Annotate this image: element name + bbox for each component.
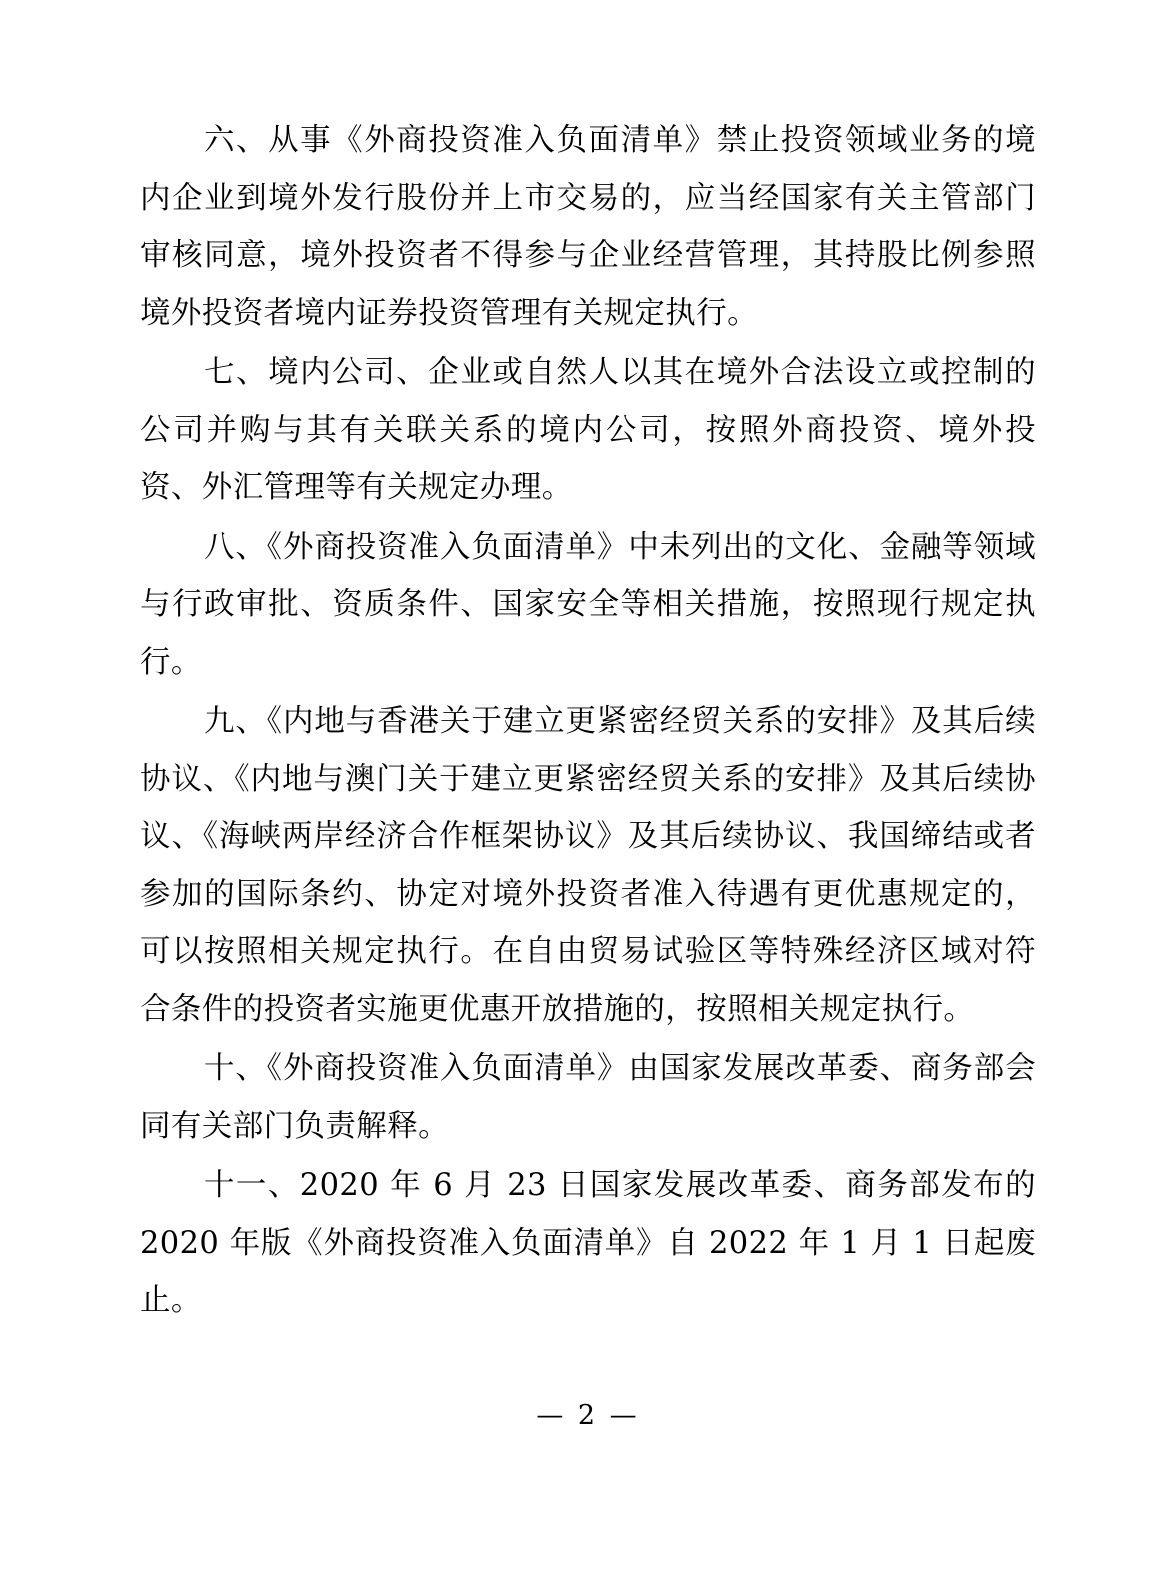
paragraph-11: 十一、2020 年 6 月 23 日国家发展改革委、商务部发布的 2020 年版《外商投资准入负面清单》自 2022 年 1 月 1 日起废止。 — [140, 1168, 1036, 1318]
page-number-footer: — 2 — — [536, 1400, 640, 1431]
paragraph-9: 九、《内地与香港关于建立更紧密经贸关系的安排》及其后续协议、《内地与澳门关于建立更紧密经贸关系的安排》及其后续协议、《海峡两岸经济合作框架协议》及其后续协议、我国缔结或者参加的国际条约、协定对境外投资者准入待遇有更优惠规定的，可以按照相关规定执行。在自由贸易试验区等特殊经济区域对符合条件的投资者实施更优惠开放措施的，按照相关规定执行。 — [140, 704, 1036, 1027]
paragraph-8: 八、《外商投资准入负面清单》中未列出的文化、金融等领域与行政审批、资质条件、国家安全等相关措施，按照现行规定执行。 — [140, 529, 1036, 680]
paragraph-6: 六、从事《外商投资准入负面清单》禁止投资领域业务的境内企业到境外发行股份并上市交易的，应当经国家有关主管部门审核同意，境外投资者不得参与企业经营管理，其持股比例参照境外投资者境内证券投资管理有关规定执行。 — [140, 123, 1036, 331]
paragraph-10: 十、《外商投资准入负面清单》由国家发展改革委、商务部会同有关部门负责解释。 — [140, 1051, 1036, 1144]
document-body — [140, 112, 1036, 1332]
paragraph-7: 七、境内公司、企业或自然人以其在境外合法设立或控制的公司并购与其有关联关系的境内公司，按照外商投资、境外投资、外汇管理等有关规定办理。 — [140, 355, 1036, 505]
